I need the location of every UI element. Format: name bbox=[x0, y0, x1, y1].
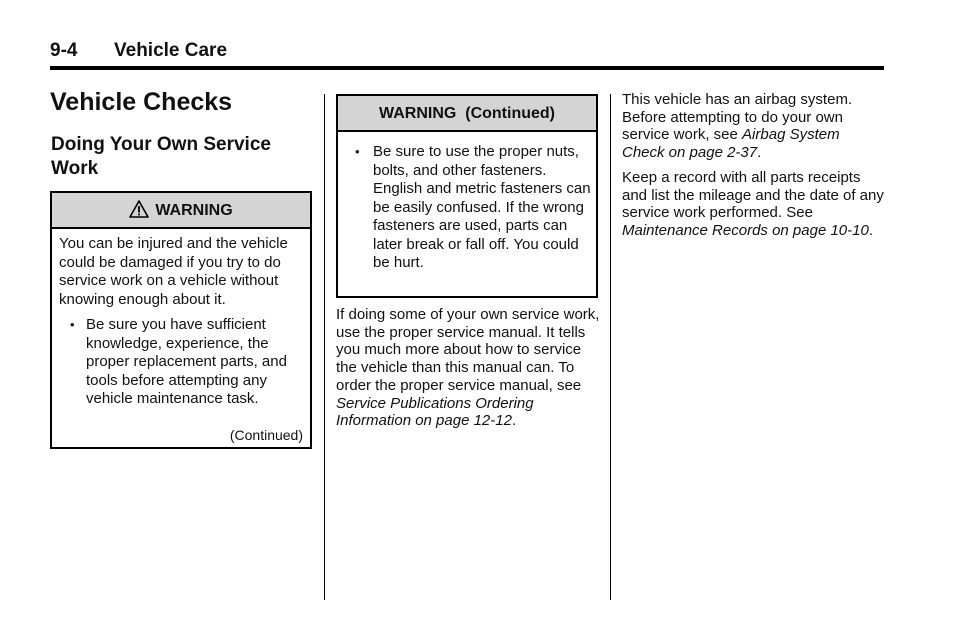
cross-reference-link[interactable]: Service Publications Ordering Information on page 12-12 bbox=[336, 394, 534, 430]
cross-reference-link[interactable]: Maintenance Records on page 10-10 bbox=[622, 222, 869, 240]
paragraph-text: This vehicle has an airbag system. Before attempting to do your own service work, see bbox=[622, 91, 853, 144]
column-divider bbox=[324, 94, 325, 600]
records-paragraph bbox=[622, 169, 884, 240]
service-manual-paragraph bbox=[336, 306, 604, 430]
warning-title: WARNING bbox=[155, 202, 233, 219]
page-header bbox=[50, 38, 884, 70]
warning-box bbox=[50, 191, 312, 449]
warning-intro: You can be injured and the vehicle could be damaged if you try to do service work on a vehicle without knowing enough about it. bbox=[59, 235, 288, 308]
page-number: 9-4 bbox=[50, 40, 78, 61]
cross-reference-link[interactable]: Airbag System Check on page 2-37 bbox=[622, 126, 840, 162]
continued-label: (Continued) bbox=[229, 427, 303, 443]
bullet-mark: • bbox=[70, 317, 75, 332]
paragraph-end: . bbox=[757, 144, 762, 162]
warning-bullet bbox=[355, 143, 595, 273]
subheading: Doing Your Own Service Work bbox=[51, 134, 271, 179]
warning-header bbox=[52, 193, 310, 229]
warning-continued-box bbox=[336, 94, 598, 298]
warning-header: WARNING (Continued) bbox=[338, 96, 596, 132]
airbag-paragraph bbox=[622, 91, 884, 162]
warning-triangle-icon bbox=[129, 196, 149, 232]
bullet-mark: • bbox=[355, 144, 360, 159]
column-divider bbox=[610, 94, 611, 600]
paragraph-text: If doing some of your own service work, use the proper service manual. It tells you much more about how to service the vehicle than this manual can. To order the proper service manual, see bbox=[336, 306, 600, 394]
paragraph-end: . bbox=[511, 412, 517, 430]
bullet-text: Be sure to use the proper nuts, bolts, and other fasteners. English and metric fasteners can be easily confused. If the wrong fasteners are used, parts can later break or fall off. You could be hurt. bbox=[373, 143, 591, 271]
page-title: Vehicle Checks bbox=[50, 88, 233, 116]
bullet-text: Be sure you have sufficient knowledge, experience, the proper replacement parts, and tools before attempting any vehicle maintenance task. bbox=[86, 316, 287, 407]
paragraph-text: Keep a record with all parts receipts and list the mileage and the date of any service work performed. See bbox=[622, 169, 884, 222]
paragraph-end: . bbox=[868, 222, 874, 240]
section-title: Vehicle Care bbox=[114, 40, 228, 61]
warning-bullet bbox=[70, 316, 295, 409]
